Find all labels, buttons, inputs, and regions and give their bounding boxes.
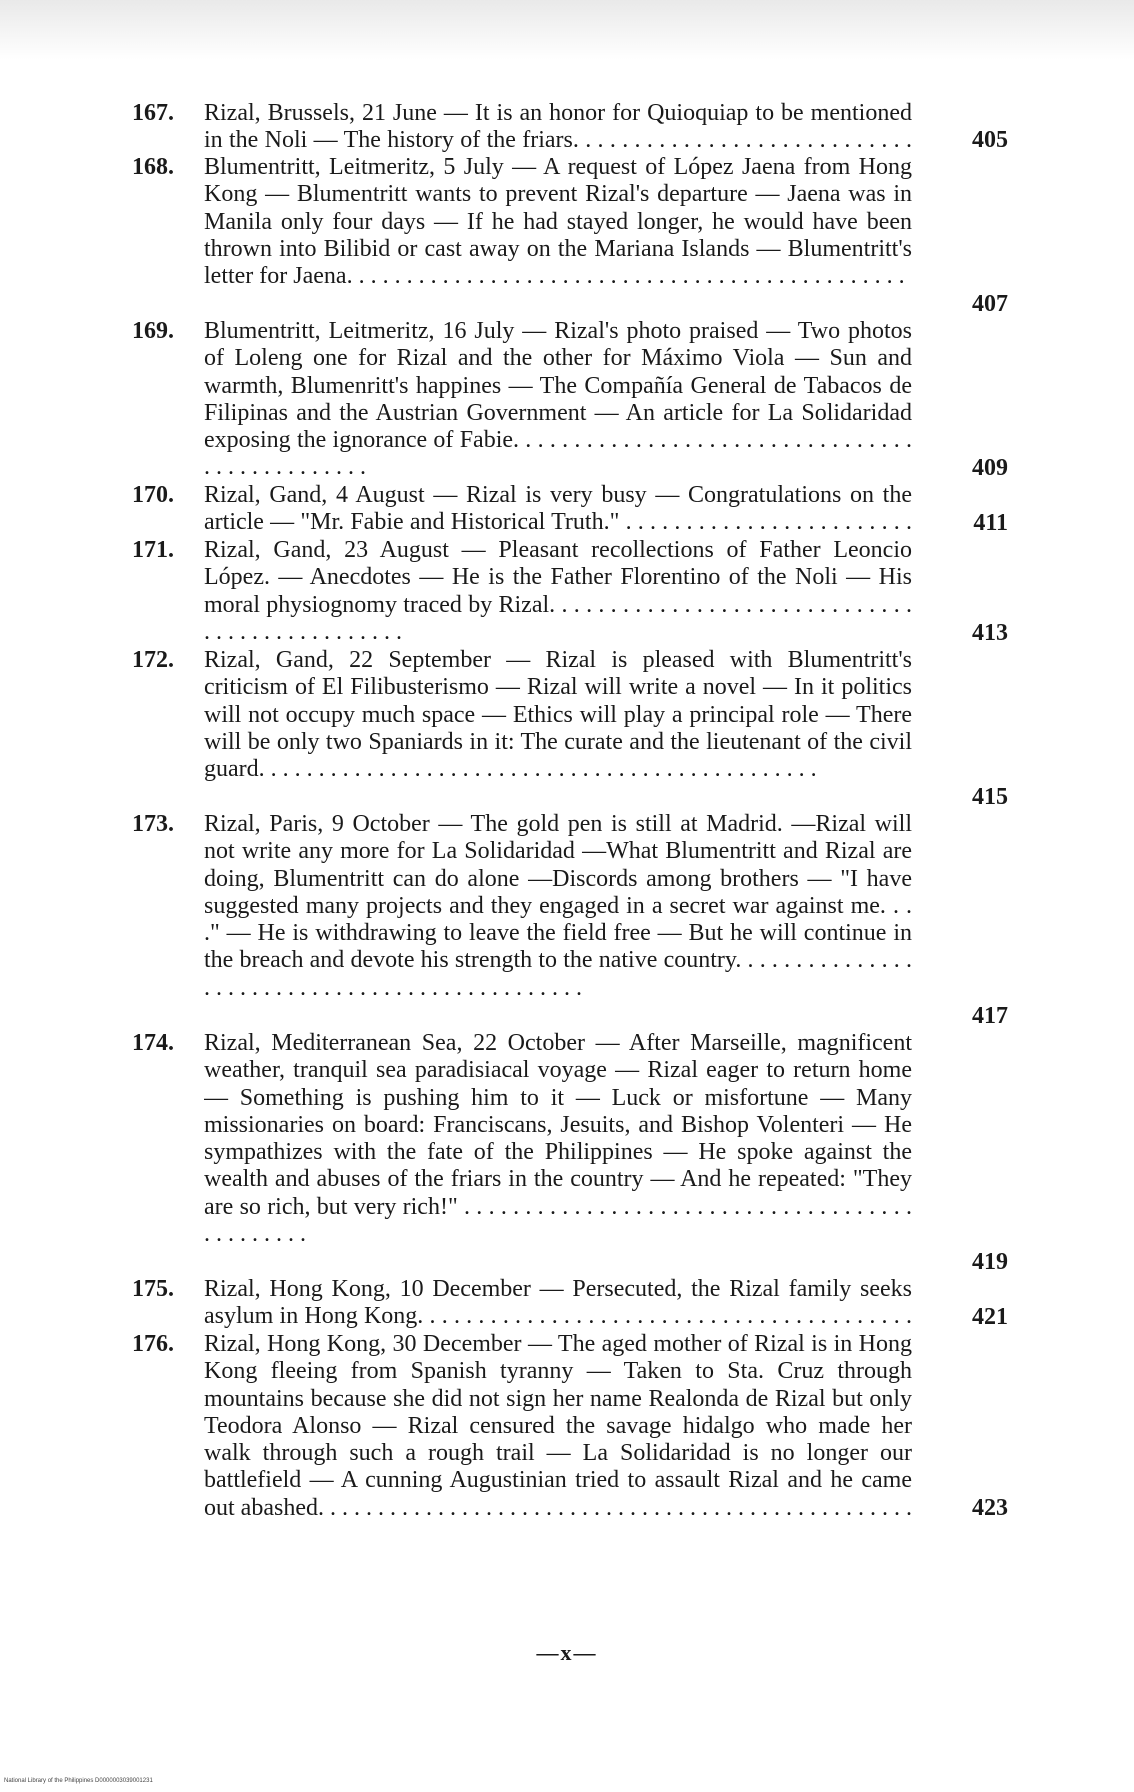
entry-number: 176. — [132, 1331, 174, 1357]
table-of-contents — [132, 100, 1008, 1522]
entry-page-number: 417 — [972, 1002, 1008, 1029]
library-footer-note: National Library of the Philippines D0000003039001231 — [4, 1778, 153, 1784]
entry-text: Blumentritt, Leitmeritz, 5 July — A request of López Jaena from Hong Kong — Blumentritt wants to prevent Rizal's departure — Jaena was in Manila only four days — If he had stayed longer, he would have been thrown into Bilibid or cast away on the Mariana Islands — Blumentritt's letter for Jaena. . . . — [204, 154, 912, 290]
toc-entry — [132, 1276, 1008, 1331]
entry-number: 169. — [132, 318, 174, 344]
entry-text: Rizal, Brussels, 21 June — It is an honor for Quioquiap to be mentioned in the Noli — The history of the friars. . . . . . — [204, 100, 912, 154]
entry-page-number: 411 — [973, 509, 1008, 536]
entry-text: Rizal, Gand, 22 September — Rizal is pleased with Blumentritt's criticism of El Filibusterismo — Rizal will write a novel — In it politics will not occupy much space — Ethics will play a principal role — There will be only two Spaniards in it: The curate and the lieutenant of the civil guard. . . . — [204, 647, 912, 783]
toc-entry — [132, 537, 1008, 647]
entry-text: Rizal, Gand, 4 August — Rizal is very busy — Congratulations on the article — "Mr. Fabie and Historical Truth." . . . — [204, 482, 912, 537]
entry-number: 170. — [132, 482, 174, 508]
toc-entry — [132, 154, 1008, 318]
toc-entry — [132, 482, 1008, 537]
entry-number: 173. — [132, 811, 174, 837]
page-folio: —x— — [536, 1640, 598, 1665]
toc-entry — [132, 1030, 1008, 1276]
page-top-shadow — [0, 0, 1134, 60]
toc-entry — [132, 647, 1008, 811]
entry-number: 174. — [132, 1030, 174, 1056]
toc-entry — [132, 100, 1008, 154]
entry-number: 167. — [132, 100, 174, 126]
entry-text: Rizal, Mediterranean Sea, 22 October — After Marseille, magnificent weather, tranquil sea paradisiacal voyage — Rizal eager to return home — Something is pushing him to it — Luck or misfortune — Many missionaries on board: Franciscans, Jesuits, and Bishop Volenteri — He sympathizes with the fate of the Philippines — He spoke against the wealth and abuses of the friars in the country — And he repeated: "They are so rich, but very rich!" . . . — [204, 1030, 912, 1248]
entry-number: 168. — [132, 154, 174, 180]
entry-text: Rizal, Paris, 9 October — The gold pen is still at Madrid. —Rizal will not write any more for La Solidaridad —What Blumentritt and Rizal are doing, Blumentritt can do alone —Discords among brothers — "I have suggested many projects and they engaged in a secret war against me. . . ." — He is withdrawing to leave the field free — But he will continue in the breach and devote his strength to the native country. . . . — [204, 811, 912, 1002]
entry-page-number: 409 — [972, 454, 1008, 481]
toc-entry — [132, 811, 1008, 1030]
toc-entry — [132, 318, 1008, 482]
entry-text: Rizal, Hong Kong, 10 December — Persecuted, the Rizal family seeks asylum in Hong Kong. . . . — [204, 1276, 912, 1331]
entry-number: 175. — [132, 1276, 174, 1302]
entry-text: Rizal, Hong Kong, 30 December — The aged mother of Rizal is in Hong Kong fleeing from Spanish tyranny — Taken to Sta. Cruz through mountains because she did not sign her name Realonda de Rizal but only Teodora Alonso — Rizal censured the savage hidalgo who made her walk through such a rough trail — La Solidaridad is no longer our battlefield — A cunning Augustinian tried to assault Rizal and he came out abashed. . . . . . . . — [204, 1331, 912, 1522]
entry-page-number: 413 — [972, 619, 1008, 646]
entry-page-number: 421 — [972, 1303, 1008, 1330]
entry-number: 172. — [132, 647, 174, 673]
entry-text: Rizal, Gand, 23 August — Pleasant recollections of Father Leoncio López. — Anecdotes — He is the Father Florentino of the Noli — His moral physiognomy traced by Rizal. . . . — [204, 537, 912, 646]
entry-page-number: 405 — [972, 126, 1008, 153]
entry-text: Blumentritt, Leitmeritz, 16 July — Rizal's photo praised — Two photos of Loleng one for Rizal and the other for Máximo Viola — Sun and warmth, Blumenritt's happines — The Compañía General de Tabacos de Filipinas and the Austrian Government — An article for La Solidaridad exposing the ignorance of Fabie. . . . — [204, 318, 912, 482]
entry-page-number: 419 — [972, 1248, 1008, 1275]
entry-page-number: 407 — [972, 290, 1008, 317]
toc-entry — [132, 1331, 1008, 1522]
entry-number: 171. — [132, 537, 174, 563]
entry-page-number: 423 — [972, 1494, 1008, 1521]
entry-page-number: 415 — [972, 783, 1008, 810]
